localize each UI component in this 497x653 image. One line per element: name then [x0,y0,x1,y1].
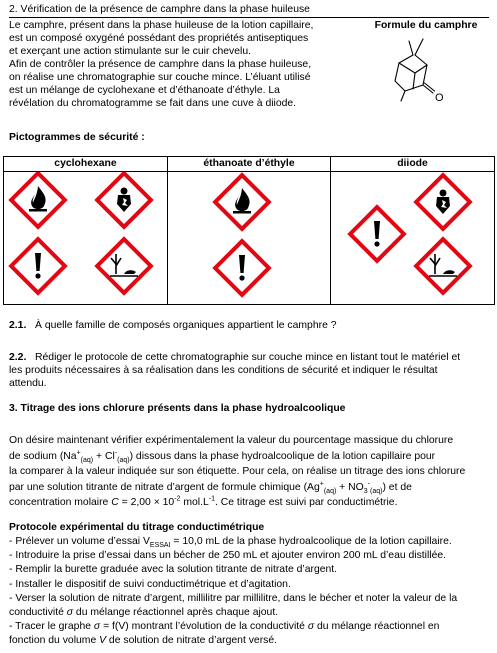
col-header-diiode: diiode [331,157,495,172]
exclamation-icon [215,241,269,295]
intro-line: Afin de contrôler la présence de camphre dans la phase huileuse, [9,59,312,70]
exclamation-icon [11,239,65,293]
health-hazard-icon [97,173,151,227]
protocol-step: - Remplir la burette graduée avec la solution titrante de nitrate d’argent. [9,564,338,576]
cell-ethyl-ethanoate [168,172,331,305]
intro-line: et exerçant une action stimulante sur le cuir chevelu. [9,46,251,57]
protocol-steps [9,535,491,649]
camphor-structure-diagram [385,33,455,105]
intro-line: est un mélange de cyclohexane et d’éthanoate d’éthyle. La [9,85,280,96]
intro-line: est un composé oxygéné possédant des propriétés antiseptiques [9,33,309,44]
intro-line: on réalise une chromatographie sur couche mince. L’éluant utilisé [9,72,311,83]
protocol-step: - Tracer le graphe σ = f(V) montrant l’évolution de la conductivité σ du mélange réactionnel en [9,621,440,633]
cell-diiode [331,172,495,305]
question-text: À quelle famille de composés organiques appartient le camphre ? [35,320,337,331]
question-line: les produits nécessaires à sa réalisation dans les conditions de sécurité et indiquer le résultat [9,365,438,376]
pictograms-title: Pictogrammes de sécurité : [9,132,145,143]
cell-cyclohexane [4,172,168,305]
section-2-title: 2. Vérification de la présence de camphre dans la phase huileuse [9,3,489,18]
para-line: concentration molaire $C = 2,00 \times 10^{-2}$ $mol.L^{-1}$. Ce titrage est suivi par conductimétrie. [9,495,398,508]
para-line: par une solution titrante de nitrate d’argent de formule chimique $(Ag^+_{(aq)} + NO_3^-_{(aq)})$ et de [9,480,412,495]
flammable-icon [11,173,65,227]
question-2-2 [9,351,491,390]
section-3-paragraph [9,433,491,511]
protocol-step: fonction du volume V de solution de nitrate d’argent versé. [9,635,278,647]
intro-paragraph [9,19,342,110]
flammable-icon [215,175,269,229]
protocol-step: - Installer le dispositif de suivi conductimétrique et d’agitation. [9,578,291,590]
protocol-title: Protocole expérimental du titrage conductimétrique [9,522,265,533]
para-line: On désire maintenant vérifier expérimentalement la valeur du pourcentage massique du chlorure [9,435,454,446]
oxygen-atom-label: O [435,92,444,104]
health-hazard-icon [416,175,470,229]
col-header-ethyl-ethanoate: éthanoate d’éthyle [168,157,331,172]
intro-line: révélation du chromatogramme se fait dans une cuve à diiode. [9,98,297,109]
para-line: de sodium $(Na^+_{(aq)} + Cl^-_{(aq)})$ dissous dans la phase hydroalcoolique de la lotion capillaire pour [9,449,436,464]
question-number: 2.1. [9,320,27,331]
pictograms-table [3,156,495,305]
environment-icon [97,239,151,293]
environment-icon [416,239,470,293]
protocol-step: conductivité σ du mélange réactionnel après chaque ajout. [9,607,279,619]
question-2-1 [9,319,491,332]
question-line: attendu. [9,378,47,389]
question-line: 2.2. Rédiger le protocole de cette chromatographie sur couche mince en listant tout le matériel et [9,352,461,363]
col-header-cyclohexane: cyclohexane [4,157,168,172]
protocol-step: - Verser la solution de nitrate d’argent, millilitre par millilitre, dans le bécher et noter la valeur de la [9,592,458,604]
protocol-step: - Introduire la prise d’essai dans un bécher de 250 mL et ajouter environ 200 mL d’eau distillée. [9,550,447,562]
camphor-formula-title: Formule du camphre [374,20,478,31]
para-line: la comparer à la valeur indiquée sur son étiquette. Pour cela, on réalise un titrage des ions chlorure [9,466,466,477]
question-number: 2.2. [9,352,27,363]
exclamation-icon [350,207,404,261]
protocol-step: - Prélever un volume d’essai $V_{ESSAI} = 10,0$ mL de la phase hydroalcoolique de la lotion capillaire. [9,536,452,550]
section-3-title: 3. Titrage des ions chlorure présents dans la phase hydroalcoolique [9,403,346,414]
intro-line: Le camphre, présent dans la phase huileuse de la lotion capillaire, [9,20,314,31]
